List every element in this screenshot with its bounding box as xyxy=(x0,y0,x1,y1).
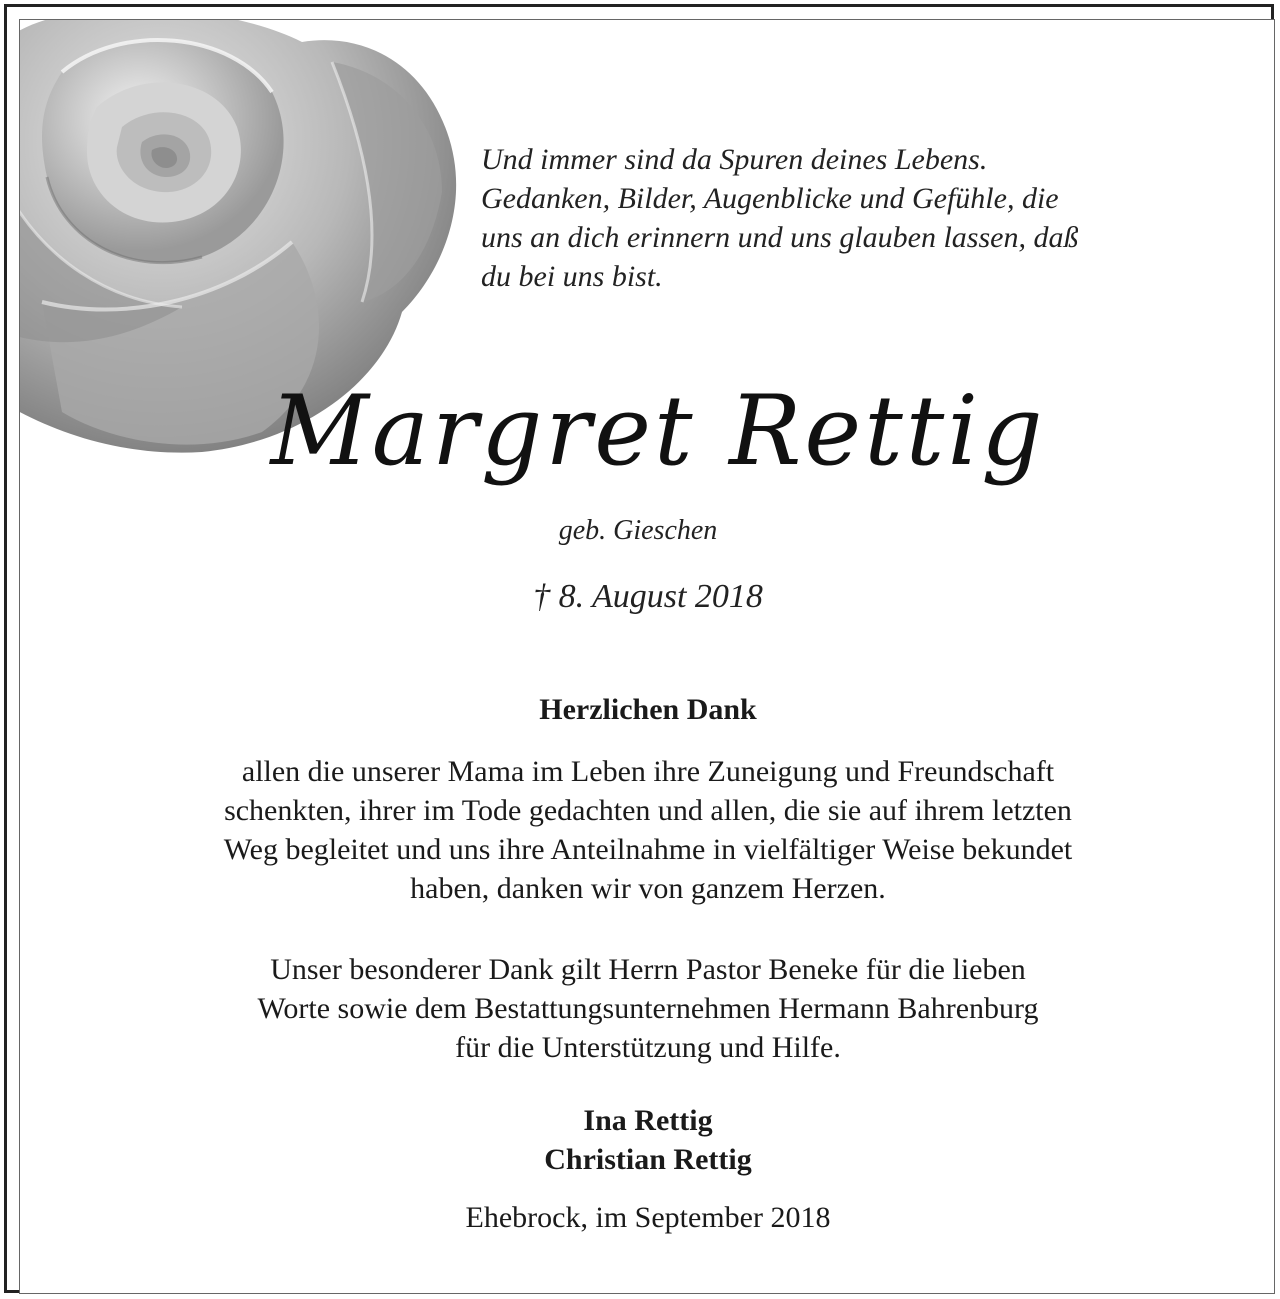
outer-border xyxy=(4,4,1274,1293)
deceased-name: Margret Rettig xyxy=(270,375,1046,487)
paragraph-line: für die Unterstützung und Hilfe. xyxy=(455,1031,841,1064)
signatures xyxy=(20,1101,1275,1179)
thanks-heading: Herzlichen Dank xyxy=(539,693,757,726)
memorial-quote xyxy=(481,140,1201,296)
quote-line: Gedanken, Bilder, Augenblicke und Gefühle, die xyxy=(481,182,1059,215)
birth-name: geb. Gieschen xyxy=(558,515,718,546)
quote-line: du bei uns bist. xyxy=(481,260,663,293)
paragraph-line: schenkten, ihrer im Tode gedachten und allen, die sie auf ihrem letzten xyxy=(224,794,1072,827)
notice-card xyxy=(19,19,1275,1294)
place-date: Ehebrock, im September 2018 xyxy=(465,1201,831,1234)
death-date: † 8. August 2018 xyxy=(533,578,763,615)
paragraph-line: Worte sowie dem Bestattungsunternehmen Hermann Bahrenburg xyxy=(257,992,1039,1025)
paragraph-line: Unser besonderer Dank gilt Herrn Pastor Beneke für die lieben xyxy=(270,953,1026,986)
thanks-paragraph-2 xyxy=(20,950,1275,1067)
signature-name: Ina Rettig xyxy=(583,1104,713,1137)
quote-line: uns an dich erinnern und uns glauben lassen, daß xyxy=(481,221,1079,254)
thanks-paragraph-1 xyxy=(20,752,1275,908)
quote-line: Und immer sind da Spuren deines Lebens. xyxy=(481,143,988,176)
signature-name: Christian Rettig xyxy=(544,1143,752,1176)
paragraph-line: Weg begleitet und uns ihre Anteilnahme in vielfältiger Weise bekundet xyxy=(223,833,1073,866)
paragraph-line: haben, danken wir von ganzem Herzen. xyxy=(410,872,886,905)
paragraph-line: allen die unserer Mama im Leben ihre Zuneigung und Freundschaft xyxy=(241,755,1055,788)
